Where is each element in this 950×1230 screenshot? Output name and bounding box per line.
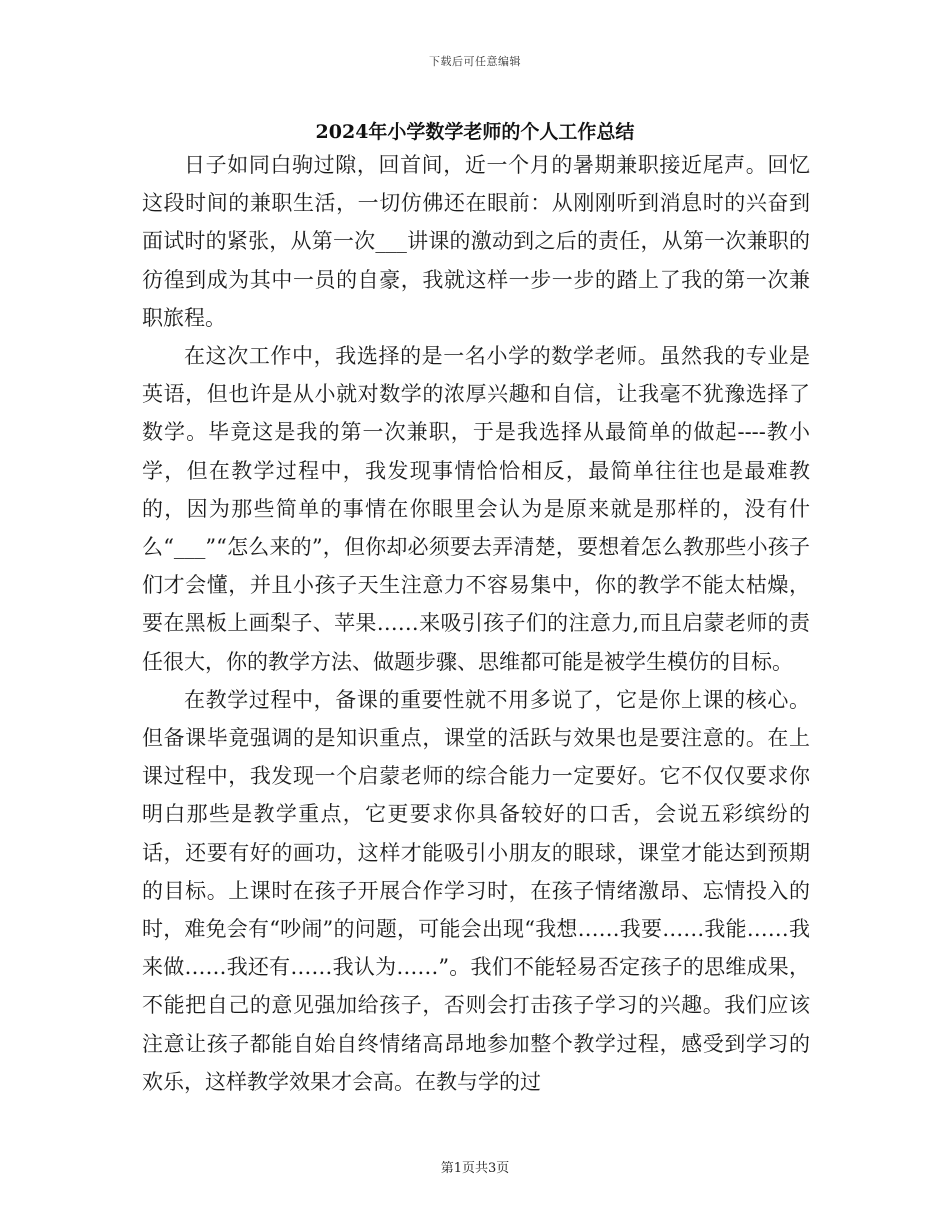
paragraph-3: 在教学过程中，备课的重要性就不用多说了，它是你上课的核心。但备课毕竟强调的是知识重点，课堂的活跃与效果也是要注意的。在上课过程中，我发现一个启蒙老师的综合能力一定要好。它不仅仅要求你明白那些是教学重点，它更要求你具备较好的口舌，会说五彩缤纷的话，还要有好的画功，这样才能吸引小朋友的眼球，课堂才能达到预期的目标。上课时在孩子开展合作学习时，在孩子情绪激昂、忘情投入的时，难免会有“吵闹”的问题，可能会出现“我想……我要……我能……我来做……我还有……我认为……”。我们不能轻易否定孩子的思维成果，不能把自己的意见强加给孩子，否则会打击孩子学习的兴趣。我们应该注意让孩子都能自始自终情绪高昂地参加整个教学过程，感受到学习的欢乐，这样教学效果才会高。在教与学的过 [142, 687, 810, 1094]
paragraph-1: 日子如同白驹过隙，回首间，近一个月的暑期兼职接近尾声。回忆这段时间的兼职生活，一切仿佛还在眼前：从刚刚听到消息时的兴奋到面试时的紧张，从第一次___讲课的激动到之后的责任，从第一次兼职的彷徨到成为其中一员的自豪，我就这样一步一步的踏上了我的第一次兼职旅程。 [142, 153, 810, 330]
document-body [142, 146, 810, 1101]
paragraph-2: 在这次工作中，我选择的是一名小学的数学老师。虽然我的专业是英语，但也许是从小就对数学的浓厚兴趣和自信，让我毫不犹豫选择了数学。毕竟这是我的第一次兼职，于是我选择从最简单的做起----教小学，但在教学过程中，我发现事情恰恰相反，最简单往往也是最难教的，因为那些简单的事情在你眼里会认为是原来就是那样的，没有什么“___”“怎么来的”，但你却必须要去弄清楚，要想着怎么教那些小孩子们才会懂，并且小孩子天生注意力不容易集中，你的教学不能太枯燥，要在黑板上画梨子、苹果……来吸引孩子们的注意力,而且启蒙老师的责任很大，你的教学方法、做题步骤、思维都可能是被学生模仿的目标。 [142, 344, 810, 674]
document-title: 2024年小学数学老师的个人工作总结 [315, 121, 635, 143]
page-header-note: 下载后可任意编辑 [429, 55, 521, 68]
page-number: 第1页共3页 [440, 1161, 510, 1176]
